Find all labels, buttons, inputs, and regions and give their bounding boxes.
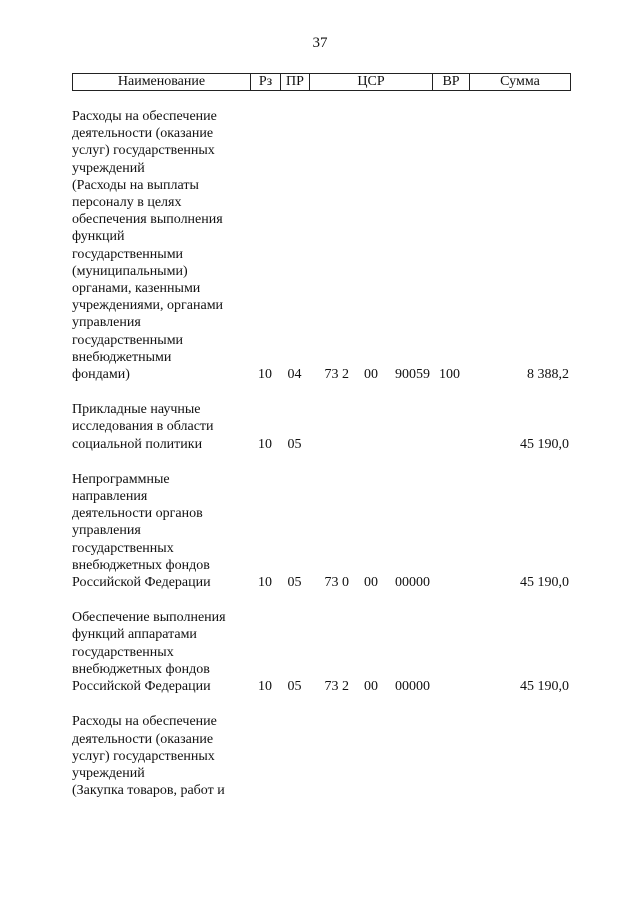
page-number: 37 (312, 35, 328, 51)
row-csr-direction (378, 436, 430, 453)
row-csr-direction: 00000 (395, 679, 430, 695)
table-row (72, 108, 572, 383)
row-csr-program (309, 436, 349, 453)
row-csr-direction: 90059 (395, 367, 430, 383)
row-csr-subprogram: 00 (364, 367, 378, 383)
row-rz: 10 (258, 367, 272, 383)
header-vr: ВР (433, 74, 470, 90)
row-vr: 100 (439, 367, 460, 383)
header-rz: Рз (251, 74, 281, 90)
row-csr-direction: 00000 (395, 575, 430, 591)
table-header (72, 73, 571, 91)
row-csr-subprogram (349, 436, 378, 453)
header-pr: ПР (281, 74, 310, 90)
row-name: Непрограммные направления деятельности органов управления государственных внебюджетных фондов Российской Федерации (72, 471, 211, 591)
row-rz: 10 (258, 575, 272, 591)
row-sum: 45 190,0 (520, 575, 569, 591)
row-sum: 45 190,0 (520, 436, 569, 452)
row-pr: 05 (287, 575, 302, 591)
row-vr (430, 436, 460, 453)
row-csr-subprogram: 00 (364, 575, 378, 591)
row-csr-subprogram: 00 (364, 679, 378, 695)
row-csr-program: 73 2 (324, 367, 349, 383)
row-sum: 45 190,0 (520, 679, 569, 695)
row-csr-program: 73 0 (324, 575, 349, 591)
table-row (72, 471, 572, 591)
header-sum: Сумма (500, 74, 540, 89)
row-vr (430, 678, 460, 695)
row-pr: 05 (287, 436, 302, 452)
row-rz: 10 (258, 679, 272, 695)
row-name: Обеспечение выполнения функций аппаратами государственных внебюджетных фондов Российской Федерации (72, 610, 226, 695)
row-name: Прикладные научные исследования в области социальной политики (72, 402, 214, 452)
table-row (72, 401, 572, 453)
row-rz: 10 (258, 436, 272, 452)
row-csr-program: 73 2 (324, 679, 349, 695)
row-vr (430, 574, 460, 591)
row-sum: 8 388,2 (527, 367, 569, 383)
row-pr: 05 (287, 679, 302, 695)
header-name: Наименование (73, 74, 251, 90)
table-body (72, 108, 572, 817)
row-name: Расходы на обеспечение деятельности (оказание услуг) государственных учреждений (Закупка товаров, работ и (72, 714, 225, 799)
table-row (72, 713, 572, 799)
header-csr: ЦСР (310, 74, 433, 90)
table-row (72, 609, 572, 695)
row-pr: 04 (287, 367, 302, 383)
row-name: Расходы на обеспечение деятельности (оказание услуг) государственных учреждений (Расходы на выплаты персоналу в целях обеспечения выполнения функций государственными (муниципальными) органами, казенными учреждениями, органами управления государственными внебюджетными фондами) (72, 109, 224, 383)
